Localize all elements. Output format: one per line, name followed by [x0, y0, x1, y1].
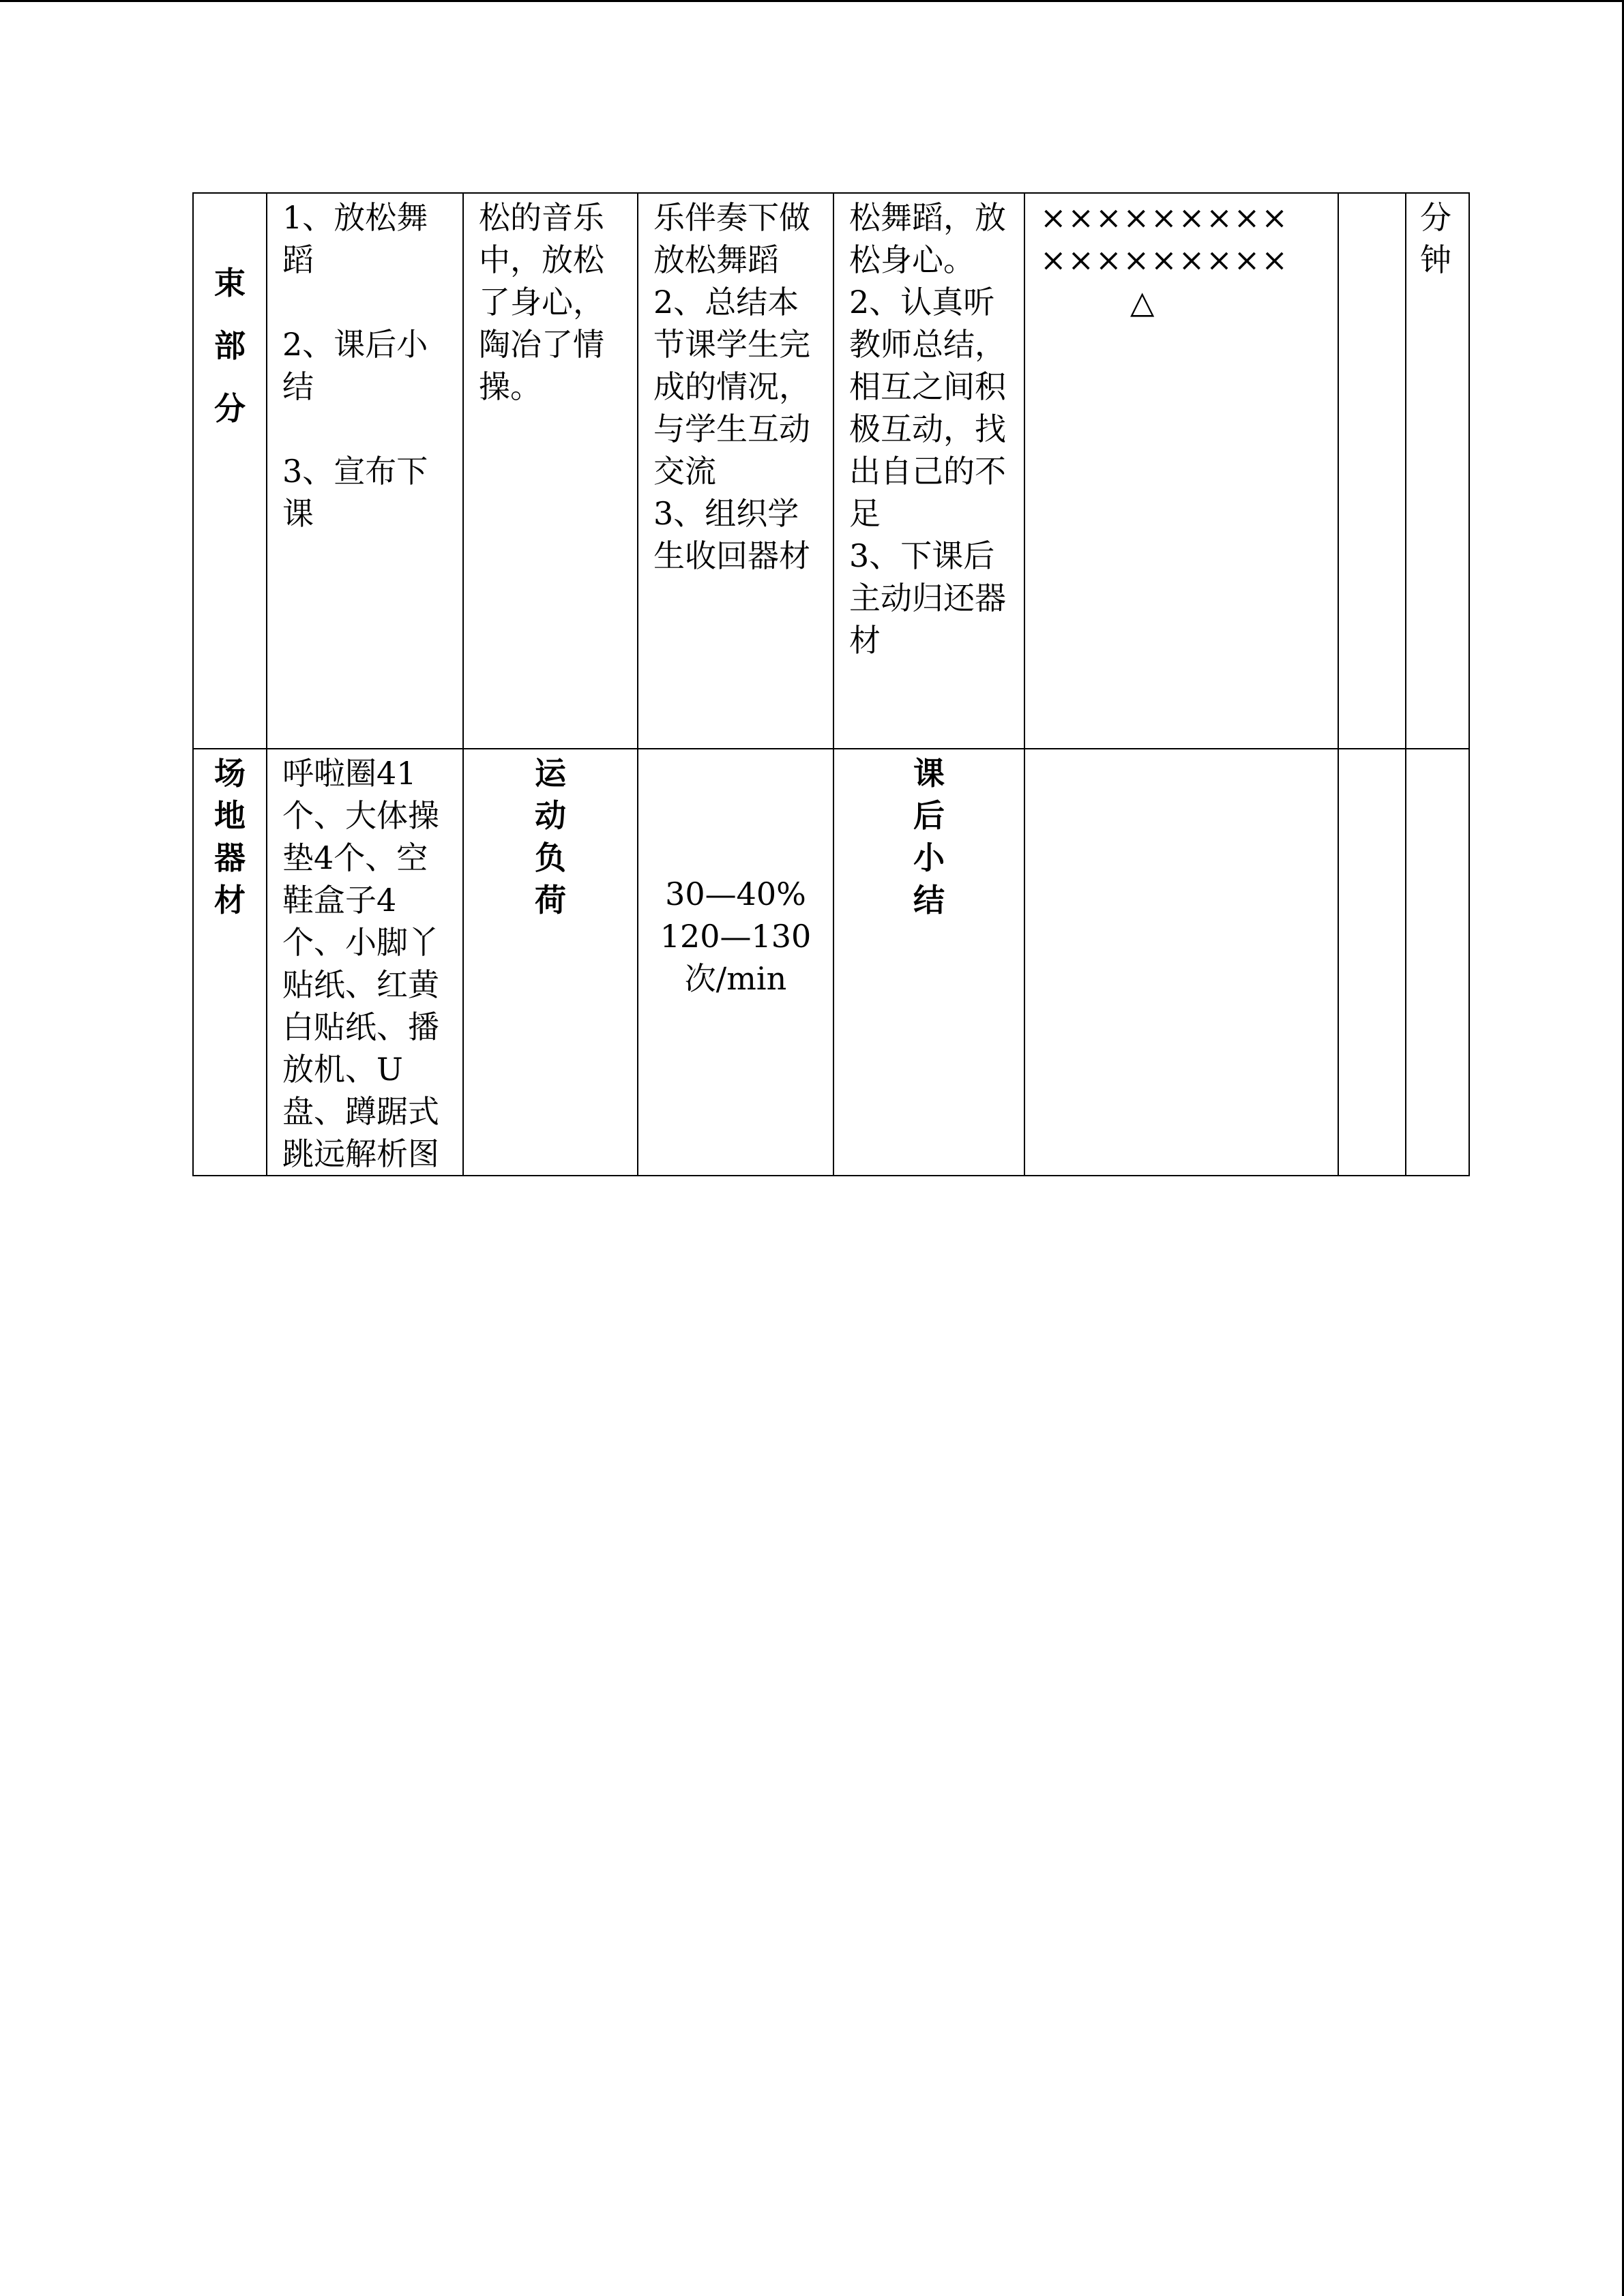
- goal-cell: [463, 193, 638, 749]
- section-label-cell: [193, 193, 267, 749]
- load-values-cell: [638, 749, 833, 1176]
- load-unit: 次/min: [684, 960, 787, 997]
- blank-cell: [1406, 749, 1469, 1176]
- load-label-char: 荷: [535, 882, 566, 919]
- section-char: 束: [214, 265, 246, 301]
- blank-cell: [1338, 193, 1406, 749]
- teacher-activity-item: 2、总结本节课学生完成的情况，与学生互动交流: [653, 284, 810, 490]
- load-label-cell: [463, 749, 638, 1176]
- equipment-label-cell: [193, 749, 267, 1176]
- time-cell: [1406, 193, 1469, 749]
- section-label: [209, 262, 251, 430]
- content-item: 1、放松舞蹈: [282, 199, 428, 278]
- equipment-label-char: 场: [214, 755, 246, 792]
- summary-label-char: 小: [913, 839, 945, 876]
- table-row-ending-section: [193, 193, 1469, 749]
- content-cell: [267, 193, 463, 749]
- table-row-equipment: [193, 749, 1469, 1176]
- time-text: 分钟: [1420, 199, 1451, 278]
- student-activity-item: 松舞蹈，放松身心。: [849, 199, 1006, 278]
- teacher-activity-item: 3、组织学生收回器材: [653, 495, 810, 574]
- goal-text: 松的音乐中，放松了身心，陶冶了情操。: [479, 199, 604, 405]
- equipment-cell: [267, 749, 463, 1176]
- formation-cell: [1024, 193, 1338, 749]
- content-item: 3、宣布下课: [282, 453, 428, 532]
- teacher-activity-cell: [638, 193, 833, 749]
- student-activity-cell: [833, 193, 1024, 749]
- formation-row: ×××××××××: [1040, 199, 1289, 236]
- summary-label-char: 后: [913, 797, 945, 834]
- summary-label-char: 课: [913, 755, 945, 792]
- blank-cell: [1338, 749, 1406, 1176]
- load-label-char: 负: [535, 839, 566, 876]
- load-label-char: 动: [535, 797, 566, 834]
- student-activity-item: 3、下课后主动归还器材: [849, 537, 1006, 659]
- page-border-top: [0, 0, 1624, 2]
- equipment-label-char: 器: [214, 839, 246, 876]
- summary-label-cell: [833, 749, 1024, 1176]
- teacher-activity-item: 乐伴奏下做放松舞蹈: [653, 199, 810, 278]
- equipment-text: 呼啦圈41个、大体操垫4个、空鞋盒子4个、小脚丫贴纸、红黄白贴纸、播放机、U盘、蹲踞式跳远解析图: [282, 755, 439, 1172]
- content-item: 2、课后小结: [282, 326, 428, 405]
- summary-content-cell: [1024, 749, 1338, 1176]
- formation-row: ×××××××××: [1040, 241, 1289, 278]
- section-char: 分: [214, 390, 246, 427]
- load-heart-rate: 120—130: [660, 918, 812, 955]
- equipment-label-char: 地: [214, 797, 246, 834]
- load-intensity: 30—40%: [665, 876, 806, 912]
- equipment-label-char: 材: [214, 882, 246, 919]
- teacher-triangle-icon: △: [1130, 284, 1156, 320]
- lesson-plan-table: [192, 192, 1470, 1176]
- summary-label-char: 结: [913, 882, 945, 919]
- section-char: 部: [214, 327, 246, 364]
- student-activity-item: 2、认真听教师总结，相互之间积极互动，找出自己的不足: [849, 284, 1006, 532]
- load-label-char: 运: [535, 755, 566, 792]
